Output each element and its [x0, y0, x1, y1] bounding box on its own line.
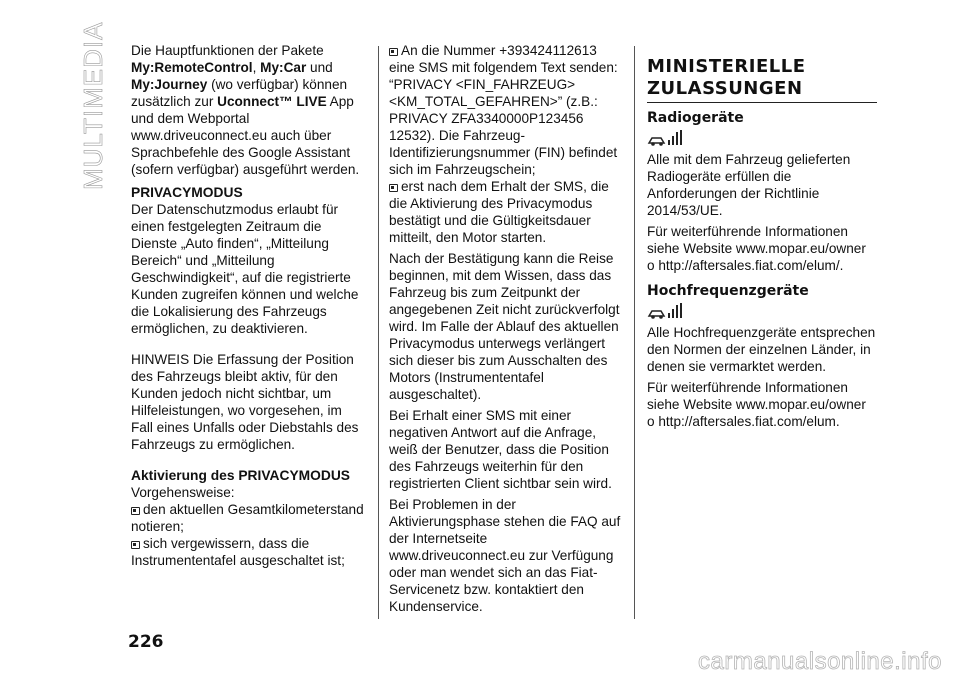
list-item: den aktuellen Gesamtkilometerstand notieren;: [131, 502, 364, 534]
car-signal-icon: [647, 129, 687, 147]
hf-text-1: Alle Hochfrequenzgeräte entsprechen den Normen der einzelnen Länder, in denen sie vermarktet werden.: [647, 325, 876, 374]
hf-heading: Hochfrequenzgeräte: [647, 283, 809, 299]
paragraph: Bei Problemen in der Aktivierungsphase stehen die FAQ auf der Internetseite www.driveuconnect.eu zur Verfügung oder man wendet sich an das Fiat-Servicenetz bzw. kontaktiert den Kundenservice.: [389, 497, 621, 614]
column-3: [647, 42, 877, 434]
list-item: An die Nummer +393424112613 eine SMS mit folgendem Text senden: “PRIVACY <FIN_FAHRZEUG> <KM_TOTAL_GEFAHREN>” (z.B.: PRIVACY ZFA3340000P123456 12532). Die Fahrzeug-Identifizierungsnummer (FIN) befindet sich im Fahrzeugschein;: [389, 43, 618, 177]
privacy-text: Der Datenschutzmodus erlaubt für einen festgelegten Zeitraum die Dienste „Auto finden“, „Mitteilung Bereich“ und „Mitteilung Geschwindigkeit“, auf die registrierte Kunden zugreifen können und welche die Lokalisierung des Fahrzeugs ermöglichen, zu deaktivieren.: [131, 202, 359, 336]
radio-text-2: Für weiterführende Informationen siehe Website www.mopar.eu/owner o http://aftersales.fiat.com/elum/.: [647, 224, 866, 273]
column-1: [131, 42, 366, 569]
heading-rule: [647, 102, 877, 103]
column-divider-2: [634, 46, 635, 619]
chapter-title: MULTIMEDIA: [78, 21, 108, 190]
page-number: 226: [128, 632, 164, 652]
bullet-icon: [131, 541, 140, 549]
watermark: carmanualsonline.info: [698, 648, 942, 675]
bullet-icon: [131, 507, 140, 515]
vehicle-version-icons: [647, 302, 877, 320]
hf-text-2: Für weiterführende Informationen siehe Website www.mopar.eu/owner o http://aftersales.fiat.com/elum.: [647, 380, 866, 429]
car-signal-icon: [647, 302, 687, 320]
bullet-icon: [389, 48, 398, 56]
paragraph: Bei Erhalt einer SMS mit einer negativen Antwort auf die Anfrage, weiß der Benutzer, dass die Position des Fahrzeugs weiterhin für den registrierten Client sichtbar sein wird.: [389, 408, 612, 491]
list-item: erst nach dem Erhalt der SMS, die die Aktivierung des Privacymodus bestätigt und die Gültigkeitsdauer mitteilt, den Motor starten.: [389, 179, 609, 245]
radio-heading: Radiogeräte: [647, 110, 744, 126]
radio-text-1: Alle mit dem Fahrzeug gelieferten Radiogeräte erfüllen die Anforderungen der Richtlinie 2014/53/UE.: [647, 152, 851, 218]
activation-heading: Aktivierung des PRIVACYMODUS: [131, 468, 350, 483]
vehicle-version-icons: [647, 129, 877, 147]
column-divider-1: [378, 46, 379, 619]
privacy-heading: PRIVACYMODUS: [131, 185, 243, 200]
list-item: sich vergewissern, dass die Instrumententafel ausgeschaltet ist;: [131, 536, 345, 568]
paragraph: Nach der Bestätigung kann die Reise beginnen, mit dem Wissen, dass das Fahrzeug bis zum Zeitpunkt der angegebenen Zeit nicht zurückverfolgt wird. Im Falle der Ablauf des aktuellen Privacymodus unterwegs verlängert sich dieser bis zum Ausschalten des Motors (Instrumententafel ausgeschaltet).: [389, 251, 620, 402]
column-2: [389, 42, 621, 619]
procedure-label: Vorgehensweise:: [131, 485, 235, 500]
intro-paragraph: Die Hauptfunktionen der Pakete My:RemoteControl, My:Car und My:Journey (wo verfügbar) können zusätzlich zur Uconnect™ LIVE App und dem Webportal www.driveuconnect.eu auch über Sprachbefehle des Google Assistant (sofern verfügbar) ausgeführt werden.: [131, 43, 360, 177]
note-text: HINWEIS Die Erfassung der Position des Fahrzeugs bleibt aktiv, für den Kunden jedoch nicht sichtbar, um Hilfeleistungen, wo vorgesehen, im Fall eines Unfalls oder Diebstahls des Fahrzeugs zu ermöglichen.: [131, 352, 359, 452]
section-heading: MINISTERIELLE ZULASSUNGEN: [647, 56, 806, 99]
bullet-icon: [389, 184, 398, 192]
